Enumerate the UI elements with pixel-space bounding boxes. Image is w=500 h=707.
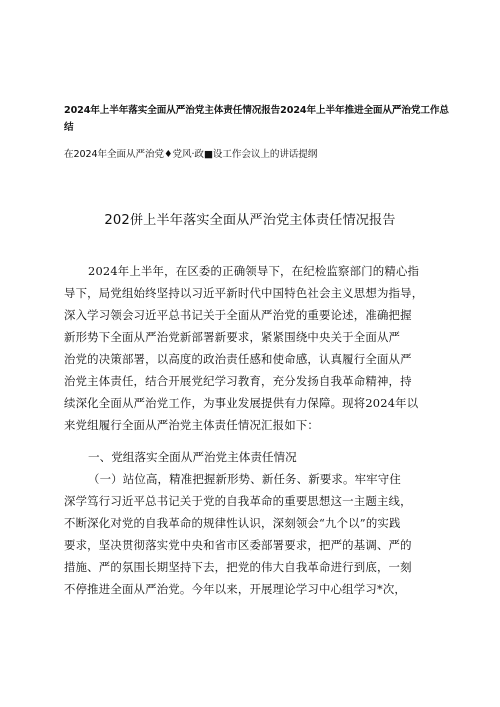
paragraph-line: 要求，坚决贯彻落实党中央和省市区委部署要求，把严的基调、严的	[64, 538, 412, 552]
paragraph-line: 2024年上半年，在区委的正确领导下，在纪检监察部门的精心指	[88, 264, 420, 278]
document-title: 2024年上半年落实全面从严治党主体责任情况报告2024年上半年推进全面从严治党工作总结	[64, 105, 449, 133]
intro-paragraph	[64, 260, 442, 436]
paragraph-line: 不停推进全面从严治党。今年以来，开展理论学习中心组学习*次，	[64, 582, 407, 596]
paragraph-line: 导下，局党组始终坚持以习近平新时代中国特色社会主义思想为指导，	[64, 286, 424, 300]
paragraph-line: （一）站位高，精准把握新形势、新任务、新要求。牢牢守住	[88, 472, 401, 486]
report-title: 202併上半年落实全面从严治党主体责任情况报告	[104, 213, 396, 228]
paragraph-line: 续深化全面从严治党工作，为事业发展提供有力保障。现将2024年以	[64, 396, 419, 410]
section-paragraph	[64, 468, 442, 600]
paragraph-line: 措施、严的氛围长期坚持下去，把党的伟大自我革命进行到底，一刻	[64, 560, 412, 574]
paragraph-line: 治党的决策部署，以高度的政治责任感和使命感，认真履行全面从严	[64, 352, 412, 366]
section-heading: 一、党组落实全面从严治党主体责任情况	[88, 450, 297, 464]
paragraph-line: 治党主体责任，结合开展党纪学习教育，充分发扬自我革命精神，持	[64, 374, 412, 388]
document-subtitle: 在2024年全面从严治党♦党风·政■设工作会议上的讲话提纲	[64, 149, 318, 160]
paragraph-line: 深学笃行习近平总书记关于党的自我革命的重要思想这一主题主线，	[64, 494, 412, 508]
paragraph-line: 来党组履行全面从严治党主体责任情况汇报如下：	[64, 418, 319, 432]
paragraph-line: 不断深化对党的自我革命的规律性认识，深刻领会“九个以”的实践	[64, 516, 401, 530]
paragraph-line: 深入学习领会习近平总书记关于全面从严治党的重要论述，准确把握	[64, 308, 412, 322]
paragraph-line: 新形势下全面从严治党新部署新要求，紧紧围绕中央关于全面从严	[64, 330, 401, 344]
